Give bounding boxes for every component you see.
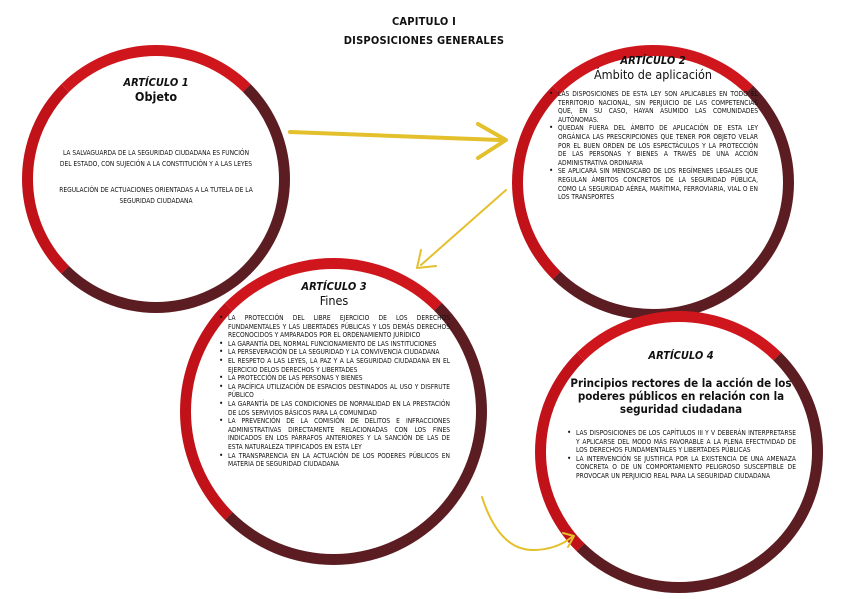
article-4-subtitle: Principios rectores de la acción de los poderes públicos en relación con la seguridad ciudadana bbox=[570, 376, 792, 416]
article-2-label: ARTÍCULO 2 bbox=[620, 54, 686, 67]
article-4-list bbox=[566, 429, 796, 481]
list-item: • LA PERSEVERACIÓN DE LA SEGURIDAD Y LA CONVIVENCIA CIUDADANA bbox=[228, 348, 450, 357]
list-item: • LA GARANTÍA DEL NORMAL FUNCIONAMIENTO DE LAS INSTITUCIONES bbox=[228, 340, 450, 349]
chapter-title: CAPITULO I bbox=[391, 15, 457, 28]
arrow-3-to-4 bbox=[482, 497, 572, 550]
list-item: • QUEDAN FUERA DEL ÁMBITO DE APLICACIÓN DE ESTA LEY ORGÁNICA LAS PRESCRIPCIONES QUE TENER POR OBJETO VELAR POR EL BUEN ORDEN DE LOS ESPECTÁCULOS Y LA PROTECCIÓN DE LAS PERSONAS Y BIENES A TRAVÉS DE UNA ACCIÓN ADMINISTRATIVA ORDINARIA bbox=[558, 124, 758, 167]
list-item: • LA PREVENCIÓN DE LA COMISIÓN DE DELITOS E INFRACCIONES ADMINISTRATIVAS DIRECTAMENTE RELACIONADAS CON LOS FINES INDICADOS EN LOS PÁRRAFOS ANTERIORES Y LA SANCIÓN DE LAS DE ESTA NATURALEZA TIPIFICADOS EN ESTA LEY bbox=[228, 417, 450, 451]
list-item: • LA PROTECCIÓN DEL LIBRE EJERCICIO DE LOS DERECHOS FUNDAMENTALES Y LAS LIBERTADES PÚBLICAS Y LOS DEMÁS DERECHOS RECONOCIDOS Y AMPARADOS POR EL ORDENAMIENTO JURÍDICO bbox=[228, 314, 450, 340]
article-1-subtitle: Objeto bbox=[134, 89, 178, 104]
list-item: • EL RESPETO A LAS LEYES, LA PAZ Y A LA SEGURIDAD CIUDADANA EN EL EJERCICIO DELOS DERECHOS Y LIBERTADES bbox=[228, 357, 450, 374]
article-3-content bbox=[218, 280, 450, 469]
article-1-label: ARTÍCULO 1 bbox=[123, 76, 189, 89]
list-item: • LA TRANSPARENCIA EN LA ACTUACIÓN DE LOS PODERES PÚBLICOS EN MATERIA DE SEGURIDAD CIUDADANA bbox=[228, 452, 450, 469]
chapter-subtitle: DISPOSICIONES GENERALES bbox=[343, 34, 505, 47]
list-item: • LAS DISPOSICIONES DE ESTA LEY SON APLICABLES EN TODO EL TERRITORIO NACIONAL, SIN PERJUICIO DE LAS COMPETENCIAS QUE, EN SU CASO, HAYAN ASUMIDO LAS COMUNIDADES AUTÓNOMAS. bbox=[558, 90, 758, 124]
arrow-1-to-2 bbox=[290, 132, 500, 140]
article-2-content bbox=[548, 54, 758, 202]
article-4-content bbox=[566, 349, 796, 481]
article-1-content bbox=[58, 76, 254, 206]
article-1-paragraph: REGULACIÓN DE ACTUACIONES ORIENTADAS A LA TUTELA DE LA SEGURIDAD CIUDADANA bbox=[59, 186, 253, 205]
article-2-subtitle: Ámbito de aplicación bbox=[593, 67, 713, 82]
list-item: • LA PACÍFICA UTILIZACIÓN DE ESPACIOS DESTINADOS AL USO Y DISFRUTE PÚBLICO bbox=[228, 383, 450, 400]
list-item: • LA INTERVENCIÓN SE JUSTIFICA POR LA EXISTENCIA DE UNA AMENAZA CONCRETA O DE UN COMPORTAMIENTO PELIGROSO SUSCEPTIBLE DE PROVOCAR UN PERJUICIO REAL PARA LA SEGURIDAD CIUDADANA bbox=[576, 455, 796, 481]
article-4-label: ARTÍCULO 4 bbox=[648, 349, 714, 362]
list-item: • LA PROTECCIÓN DE LAS PERSONAS Y BIENES bbox=[228, 374, 450, 383]
arrow-2-to-3 bbox=[421, 190, 506, 265]
article-3-subtitle: Fines bbox=[319, 293, 349, 308]
article-3-list bbox=[218, 314, 450, 469]
list-item: • SE APLICARÁ SIN MENOSCABO DE LOS REGÍMENES LEGALES QUE REGULAN ÁMBITOS CONCRETOS DE LA SEGURIDAD PÚBLICA, COMO LA SEGURIDAD AÉREA, MARÍTIMA, FERROVIARIA, VIAL O EN LOS TRANSPORTES bbox=[558, 167, 758, 201]
article-2-list bbox=[548, 90, 758, 202]
article-1-paragraph: LA SALVAGUARDA DE LA SEGURIDAD CIUDADANA ES FUNCIÓN DEL ESTADO, CON SUJECIÓN A LA CONSTITUCIÓN Y A LAS LEYES bbox=[59, 149, 253, 168]
list-item: • LAS DISPOSICIONES DE LOS CAPÍTULOS III Y V DEBERÁN INTERPRETARSE Y APLICARSE DEL MODO MÁS FAVORABLE A LA PLENA EFECTIVIDAD DE LOS DERECHOS FUNDAMENTALES Y LIBERTADES PÚBLICAS bbox=[576, 429, 796, 455]
list-item: • LA GARANTÍA DE LAS CONDICIONES DE NORMALIDAD EN LA PRESTACIÓN DE LOS SERVIVIOS BÁSICOS PARA LA COMUNIDAD bbox=[228, 400, 450, 417]
article-3-label: ARTÍCULO 3 bbox=[301, 280, 367, 293]
